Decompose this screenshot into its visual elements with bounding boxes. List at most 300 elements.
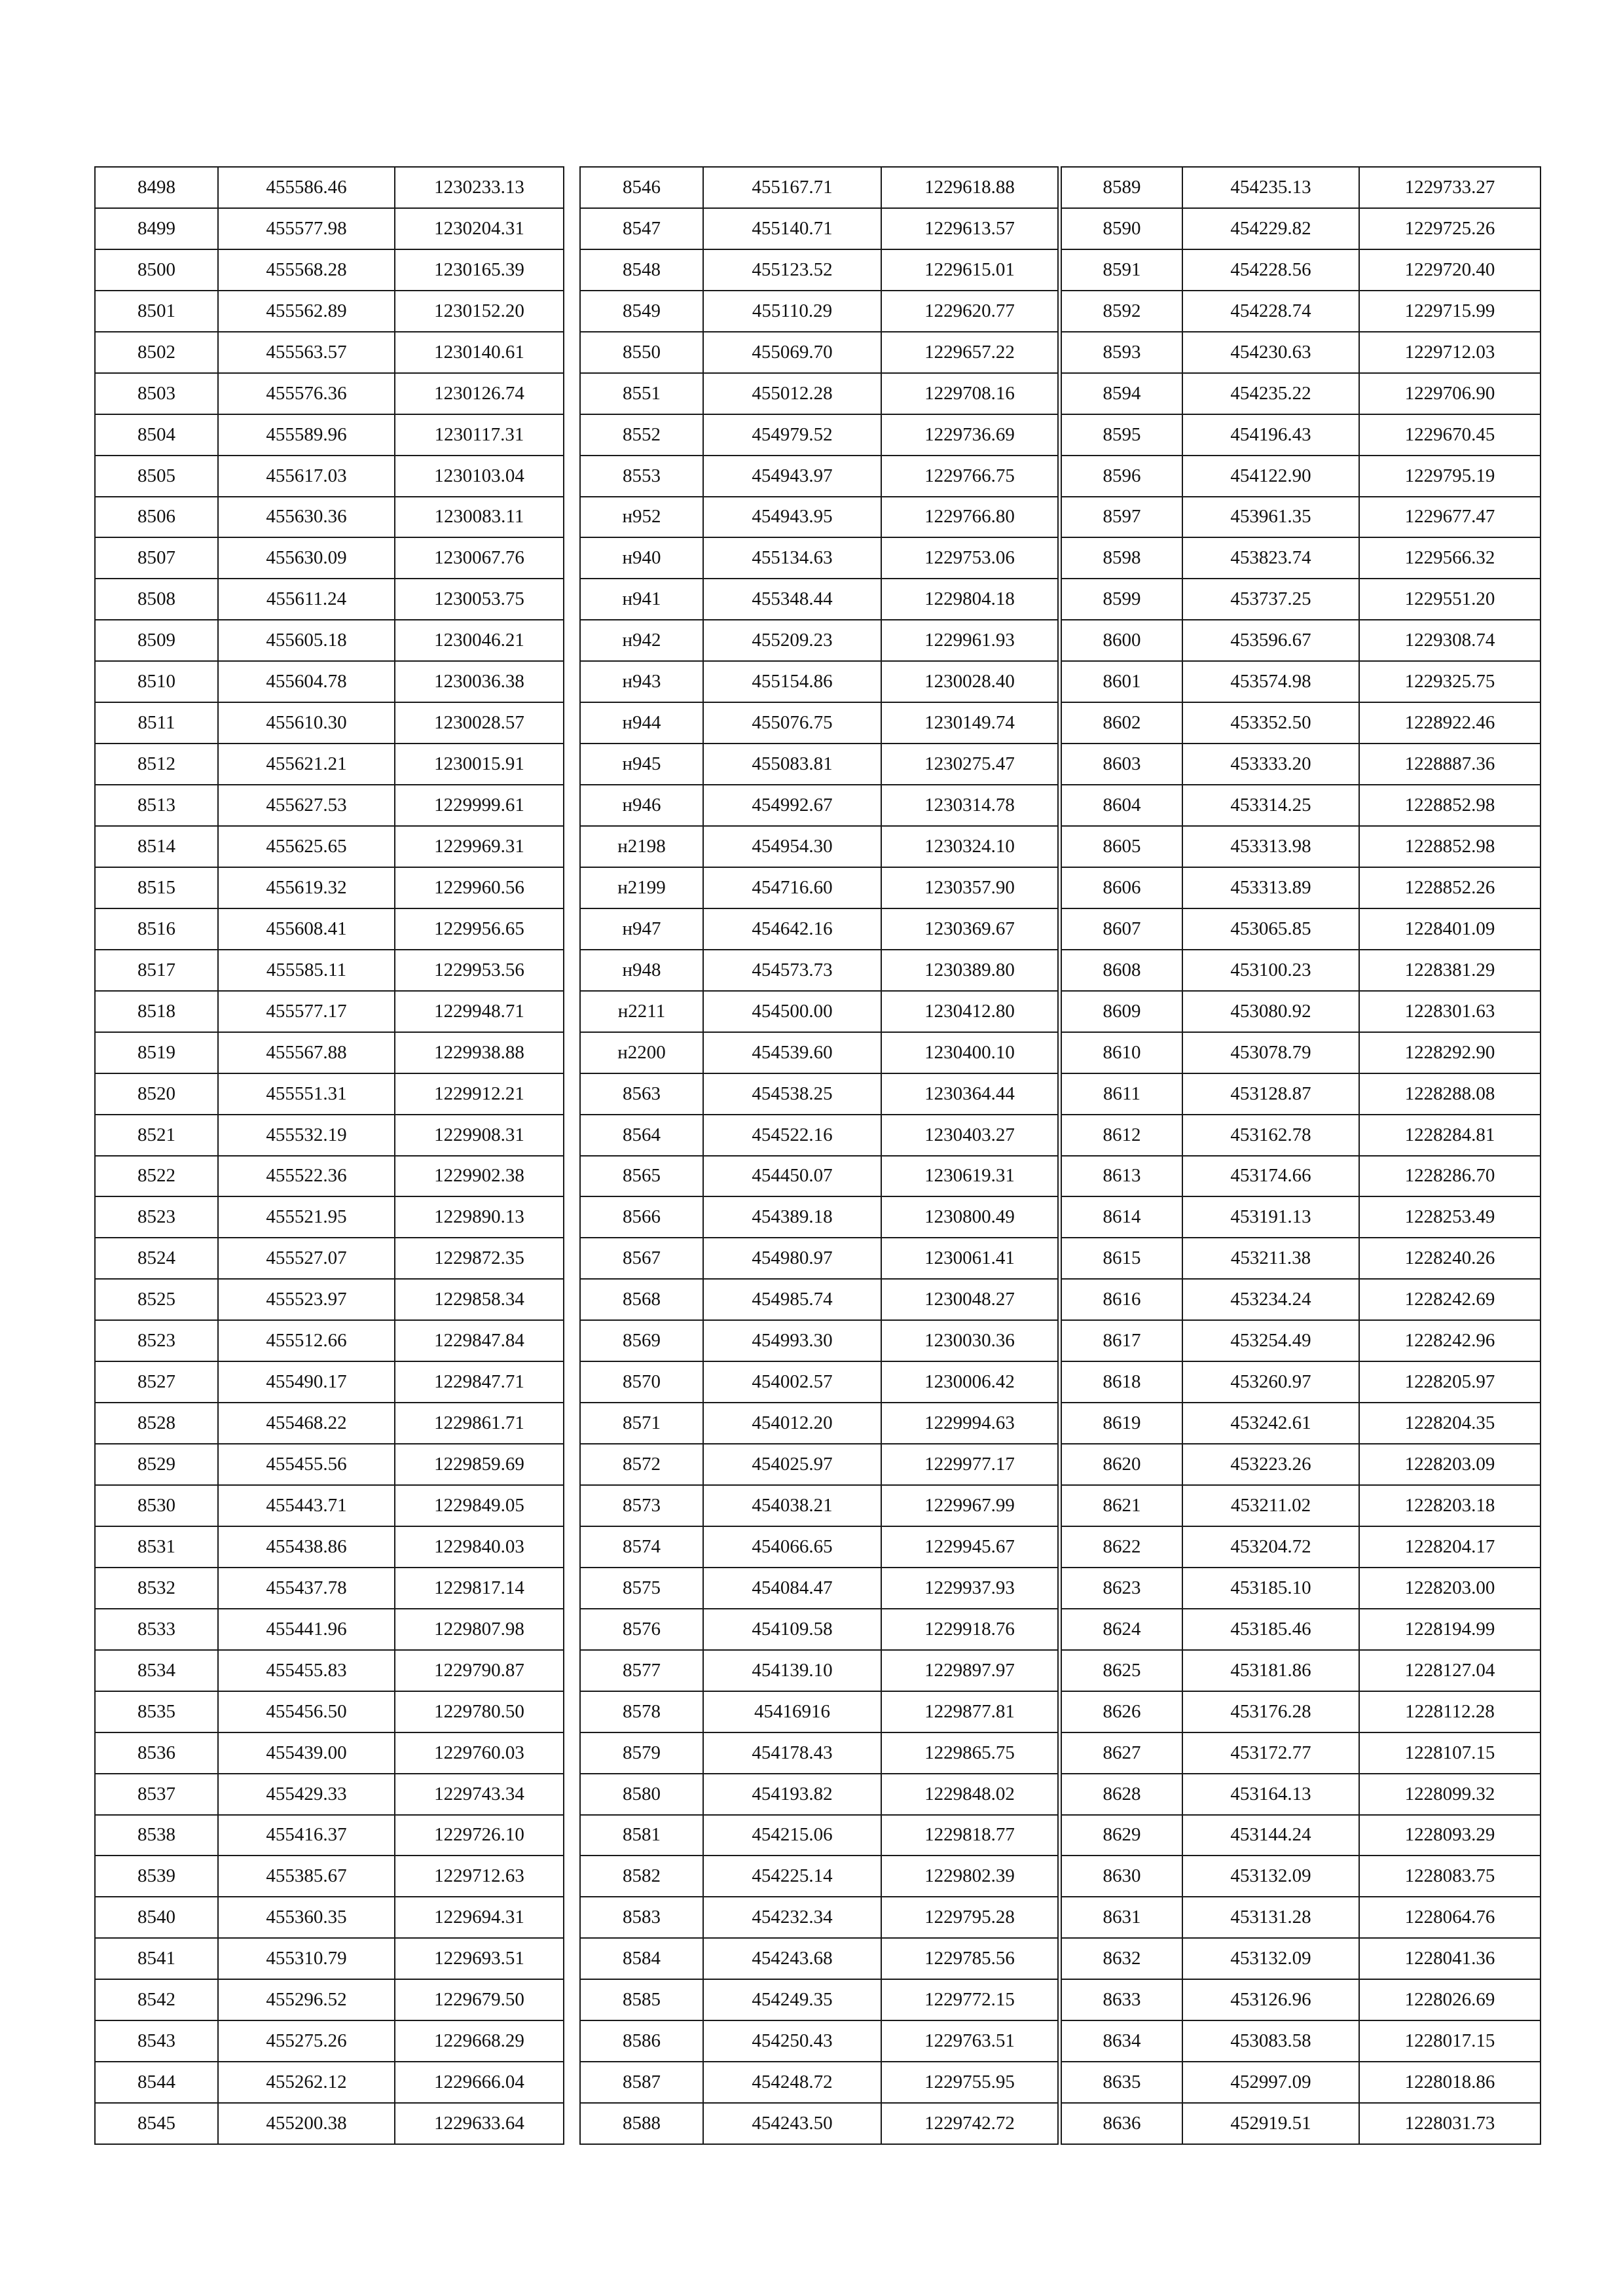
y-coordinate-cell: 1230036.38 — [395, 661, 564, 702]
x-coordinate-cell: 455441.96 — [218, 1609, 395, 1650]
point-id-cell: 8517 — [95, 950, 218, 991]
x-coordinate-cell: 455083.81 — [703, 744, 881, 785]
table-row — [580, 1485, 1058, 1526]
x-coordinate-cell: 453131.28 — [1182, 1897, 1359, 1938]
y-coordinate-cell: 1229948.71 — [395, 991, 564, 1032]
table-row — [580, 1609, 1058, 1650]
point-id-cell: н945 — [580, 744, 703, 785]
point-id-cell: 8502 — [95, 332, 218, 373]
table-row — [580, 744, 1058, 785]
point-id-cell: 8568 — [580, 1279, 703, 1320]
y-coordinate-cell: 1229956.65 — [395, 908, 564, 950]
x-coordinate-cell: 454716.60 — [703, 867, 881, 908]
point-id-cell: н2198 — [580, 826, 703, 867]
point-id-cell: 8606 — [1061, 867, 1182, 908]
y-coordinate-cell: 1229847.84 — [395, 1320, 564, 1361]
point-id-cell: 8531 — [95, 1526, 218, 1568]
table-row — [95, 785, 564, 826]
x-coordinate-cell: 455200.38 — [218, 2103, 395, 2144]
x-coordinate-cell: 455438.86 — [218, 1526, 395, 1568]
x-coordinate-cell: 455512.66 — [218, 1320, 395, 1361]
y-coordinate-cell: 1230800.49 — [881, 1196, 1058, 1238]
table-row — [1061, 208, 1541, 249]
x-coordinate-cell: 455069.70 — [703, 332, 881, 373]
table-row — [95, 1238, 564, 1279]
table-row — [580, 1032, 1058, 1073]
point-id-cell: 8521 — [95, 1115, 218, 1156]
table-row — [95, 2020, 564, 2062]
x-coordinate-cell: 455576.36 — [218, 373, 395, 414]
table-row — [95, 826, 564, 867]
table-row — [1061, 1650, 1541, 1691]
table-row — [580, 1196, 1058, 1238]
table-row — [580, 1444, 1058, 1485]
point-id-cell: 8504 — [95, 414, 218, 456]
point-id-cell: 8589 — [1061, 167, 1182, 208]
y-coordinate-cell: 1230357.90 — [881, 867, 1058, 908]
y-coordinate-cell: 1229908.31 — [395, 1115, 564, 1156]
point-id-cell: 8624 — [1061, 1609, 1182, 1650]
x-coordinate-cell: 455621.21 — [218, 744, 395, 785]
point-id-cell: н944 — [580, 702, 703, 744]
table-row — [95, 1938, 564, 1979]
y-coordinate-cell: 1228018.86 — [1359, 2062, 1541, 2103]
x-coordinate-cell: 453078.79 — [1182, 1032, 1359, 1073]
x-coordinate-cell: 455611.24 — [218, 579, 395, 620]
point-id-cell: 8536 — [95, 1732, 218, 1774]
point-id-cell: н940 — [580, 537, 703, 579]
table-row — [1061, 1979, 1541, 2020]
y-coordinate-cell: 1229720.40 — [1359, 249, 1541, 291]
x-coordinate-cell: 453242.61 — [1182, 1403, 1359, 1444]
y-coordinate-cell: 1229736.69 — [881, 414, 1058, 456]
point-id-cell: 8510 — [95, 661, 218, 702]
y-coordinate-cell: 1230140.61 — [395, 332, 564, 373]
table-row — [580, 537, 1058, 579]
point-id-cell: 8501 — [95, 291, 218, 332]
y-coordinate-cell: 1230067.76 — [395, 537, 564, 579]
table-row — [95, 908, 564, 950]
table-row — [1061, 2062, 1541, 2103]
y-coordinate-cell: 1229742.72 — [881, 2103, 1058, 2144]
table-row — [580, 991, 1058, 1032]
x-coordinate-cell: 454500.00 — [703, 991, 881, 1032]
point-id-cell: 8603 — [1061, 744, 1182, 785]
y-coordinate-cell: 1229708.16 — [881, 373, 1058, 414]
point-id-cell: 8537 — [95, 1774, 218, 1815]
table-row — [95, 456, 564, 497]
point-id-cell: 8635 — [1061, 2062, 1182, 2103]
table-row — [95, 1815, 564, 1856]
point-id-cell: 8534 — [95, 1650, 218, 1691]
point-id-cell: 8524 — [95, 1238, 218, 1279]
table-row — [95, 744, 564, 785]
point-id-cell: 8586 — [580, 2020, 703, 2062]
point-id-cell: 8607 — [1061, 908, 1182, 950]
table-row — [95, 1609, 564, 1650]
y-coordinate-cell: 1228242.69 — [1359, 1279, 1541, 1320]
point-id-cell: 8512 — [95, 744, 218, 785]
table-row — [580, 950, 1058, 991]
table-row — [1061, 744, 1541, 785]
table-row — [1061, 1485, 1541, 1526]
coordinate-table-3 — [1061, 166, 1541, 2145]
table-row — [1061, 1609, 1541, 1650]
table-row — [1061, 414, 1541, 456]
x-coordinate-cell: 453083.58 — [1182, 2020, 1359, 2062]
y-coordinate-cell: 1229790.87 — [395, 1650, 564, 1691]
x-coordinate-cell: 455456.50 — [218, 1691, 395, 1732]
y-coordinate-cell: 1229615.01 — [881, 249, 1058, 291]
table-row — [1061, 867, 1541, 908]
table-row — [580, 620, 1058, 661]
table-body-3 — [1061, 167, 1541, 2144]
x-coordinate-cell: 453737.25 — [1182, 579, 1359, 620]
y-coordinate-cell: 1229945.67 — [881, 1526, 1058, 1568]
x-coordinate-cell: 454985.74 — [703, 1279, 881, 1320]
point-id-cell: 8585 — [580, 1979, 703, 2020]
y-coordinate-cell: 1228127.04 — [1359, 1650, 1541, 1691]
point-id-cell: 8576 — [580, 1609, 703, 1650]
point-id-cell: 8620 — [1061, 1444, 1182, 1485]
y-coordinate-cell: 1229725.26 — [1359, 208, 1541, 249]
x-coordinate-cell: 454943.97 — [703, 456, 881, 497]
table-row — [95, 1897, 564, 1938]
table-row — [580, 1897, 1058, 1938]
point-id-cell: 8627 — [1061, 1732, 1182, 1774]
table-row — [1061, 1774, 1541, 1815]
x-coordinate-cell: 455439.00 — [218, 1732, 395, 1774]
point-id-cell: 8533 — [95, 1609, 218, 1650]
x-coordinate-cell: 454193.82 — [703, 1774, 881, 1815]
y-coordinate-cell: 1229715.99 — [1359, 291, 1541, 332]
y-coordinate-cell: 1229308.74 — [1359, 620, 1541, 661]
y-coordinate-cell: 1230103.04 — [395, 456, 564, 497]
table-row — [1061, 1691, 1541, 1732]
y-coordinate-cell: 1229897.97 — [881, 1650, 1058, 1691]
table-row — [580, 2020, 1058, 2062]
point-id-cell: 8636 — [1061, 2103, 1182, 2144]
x-coordinate-cell: 453204.72 — [1182, 1526, 1359, 1568]
x-coordinate-cell: 455123.52 — [703, 249, 881, 291]
x-coordinate-cell: 453128.87 — [1182, 1073, 1359, 1115]
x-coordinate-cell: 453211.02 — [1182, 1485, 1359, 1526]
point-id-cell: 8588 — [580, 2103, 703, 2144]
y-coordinate-cell: 1229969.31 — [395, 826, 564, 867]
table-row — [1061, 291, 1541, 332]
x-coordinate-cell: 455262.12 — [218, 2062, 395, 2103]
y-coordinate-cell: 1229967.99 — [881, 1485, 1058, 1526]
table-row — [580, 1650, 1058, 1691]
table-row — [580, 1073, 1058, 1115]
x-coordinate-cell: 455468.22 — [218, 1403, 395, 1444]
table-row — [580, 1691, 1058, 1732]
y-coordinate-cell: 1229766.80 — [881, 497, 1058, 538]
table-row — [580, 1320, 1058, 1361]
x-coordinate-cell: 453596.67 — [1182, 620, 1359, 661]
table-row — [95, 1732, 564, 1774]
y-coordinate-cell: 1228240.26 — [1359, 1238, 1541, 1279]
table-row — [1061, 1156, 1541, 1197]
point-id-cell: 8616 — [1061, 1279, 1182, 1320]
point-id-cell: 8547 — [580, 208, 703, 249]
y-coordinate-cell: 1230400.10 — [881, 1032, 1058, 1073]
x-coordinate-cell: 455577.98 — [218, 208, 395, 249]
point-id-cell: 8564 — [580, 1115, 703, 1156]
x-coordinate-cell: 455568.28 — [218, 249, 395, 291]
x-coordinate-cell: 453144.24 — [1182, 1815, 1359, 1856]
point-id-cell: 8528 — [95, 1403, 218, 1444]
x-coordinate-cell: 453185.10 — [1182, 1568, 1359, 1609]
table-row — [1061, 2103, 1541, 2144]
x-coordinate-cell: 454038.21 — [703, 1485, 881, 1526]
y-coordinate-cell: 1228292.90 — [1359, 1032, 1541, 1073]
table-row — [580, 661, 1058, 702]
table-row — [1061, 1897, 1541, 1938]
x-coordinate-cell: 454573.73 — [703, 950, 881, 991]
point-id-cell: 8548 — [580, 249, 703, 291]
point-id-cell: 8540 — [95, 1897, 218, 1938]
x-coordinate-cell: 455360.35 — [218, 1897, 395, 1938]
point-id-cell: 8617 — [1061, 1320, 1182, 1361]
x-coordinate-cell: 453333.20 — [1182, 744, 1359, 785]
y-coordinate-cell: 1229817.14 — [395, 1568, 564, 1609]
point-id-cell: 8532 — [95, 1568, 218, 1609]
point-id-cell: 8600 — [1061, 620, 1182, 661]
point-id-cell: 8614 — [1061, 1196, 1182, 1238]
table-row — [1061, 1938, 1541, 1979]
x-coordinate-cell: 453065.85 — [1182, 908, 1359, 950]
y-coordinate-cell: 1230126.74 — [395, 373, 564, 414]
table-row — [580, 249, 1058, 291]
table-row — [95, 1156, 564, 1197]
x-coordinate-cell: 455562.89 — [218, 291, 395, 332]
point-id-cell: 8628 — [1061, 1774, 1182, 1815]
x-coordinate-cell: 453191.13 — [1182, 1196, 1359, 1238]
point-id-cell: 8509 — [95, 620, 218, 661]
x-coordinate-cell: 454228.74 — [1182, 291, 1359, 332]
point-id-cell: н946 — [580, 785, 703, 826]
x-coordinate-cell: 454012.20 — [703, 1403, 881, 1444]
point-id-cell: 8572 — [580, 1444, 703, 1485]
table-row — [1061, 785, 1541, 826]
table-row — [1061, 620, 1541, 661]
y-coordinate-cell: 1230083.11 — [395, 497, 564, 538]
y-coordinate-cell: 1229743.34 — [395, 1774, 564, 1815]
y-coordinate-cell: 1228107.15 — [1359, 1732, 1541, 1774]
x-coordinate-cell: 453313.98 — [1182, 826, 1359, 867]
point-id-cell: 8523 — [95, 1320, 218, 1361]
y-coordinate-cell: 1228301.63 — [1359, 991, 1541, 1032]
x-coordinate-cell: 454109.58 — [703, 1609, 881, 1650]
x-coordinate-cell: 454389.18 — [703, 1196, 881, 1238]
x-coordinate-cell: 454642.16 — [703, 908, 881, 950]
y-coordinate-cell: 1228203.09 — [1359, 1444, 1541, 1485]
table-row — [1061, 2020, 1541, 2062]
table-row — [95, 1691, 564, 1732]
table-row — [1061, 456, 1541, 497]
y-coordinate-cell: 1230324.10 — [881, 826, 1058, 867]
point-id-cell: 8625 — [1061, 1650, 1182, 1691]
x-coordinate-cell: 452997.09 — [1182, 2062, 1359, 2103]
table-row — [1061, 373, 1541, 414]
y-coordinate-cell: 1229848.02 — [881, 1774, 1058, 1815]
table-row — [1061, 579, 1541, 620]
x-coordinate-cell: 453181.86 — [1182, 1650, 1359, 1691]
table-row — [580, 1115, 1058, 1156]
table-row — [1061, 167, 1541, 208]
table-row — [1061, 908, 1541, 950]
y-coordinate-cell: 1229551.20 — [1359, 579, 1541, 620]
y-coordinate-cell: 1230028.57 — [395, 702, 564, 744]
table-row — [95, 991, 564, 1032]
x-coordinate-cell: 454139.10 — [703, 1650, 881, 1691]
table-row — [1061, 1856, 1541, 1897]
table-row — [1061, 991, 1541, 1032]
x-coordinate-cell: 453174.66 — [1182, 1156, 1359, 1197]
x-coordinate-cell: 455532.19 — [218, 1115, 395, 1156]
y-coordinate-cell: 1230053.75 — [395, 579, 564, 620]
table-row — [1061, 537, 1541, 579]
y-coordinate-cell: 1229872.35 — [395, 1238, 564, 1279]
point-id-cell: 8604 — [1061, 785, 1182, 826]
y-coordinate-cell: 1229938.88 — [395, 1032, 564, 1073]
y-coordinate-cell: 1229795.28 — [881, 1897, 1058, 1938]
x-coordinate-cell: 455630.36 — [218, 497, 395, 538]
table-row — [95, 332, 564, 373]
y-coordinate-cell: 1229666.04 — [395, 2062, 564, 2103]
y-coordinate-cell: 1229865.75 — [881, 1732, 1058, 1774]
y-coordinate-cell: 1228112.28 — [1359, 1691, 1541, 1732]
y-coordinate-cell: 1228852.98 — [1359, 785, 1541, 826]
x-coordinate-cell: 453234.24 — [1182, 1279, 1359, 1320]
y-coordinate-cell: 1229861.71 — [395, 1403, 564, 1444]
y-coordinate-cell: 1229693.51 — [395, 1938, 564, 1979]
x-coordinate-cell: 455209.23 — [703, 620, 881, 661]
x-coordinate-cell: 455610.30 — [218, 702, 395, 744]
point-id-cell: 8506 — [95, 497, 218, 538]
point-id-cell: н2199 — [580, 867, 703, 908]
table-row — [95, 1073, 564, 1115]
x-coordinate-cell: 454450.07 — [703, 1156, 881, 1197]
table-body-2 — [580, 167, 1058, 2144]
table-row — [580, 867, 1058, 908]
x-coordinate-cell: 454249.35 — [703, 1979, 881, 2020]
y-coordinate-cell: 1228026.69 — [1359, 1979, 1541, 2020]
y-coordinate-cell: 1230046.21 — [395, 620, 564, 661]
x-coordinate-cell: 454943.95 — [703, 497, 881, 538]
table-row — [1061, 1361, 1541, 1403]
point-id-cell: 8503 — [95, 373, 218, 414]
table-row — [95, 167, 564, 208]
point-id-cell: 8594 — [1061, 373, 1182, 414]
x-coordinate-cell: 455140.71 — [703, 208, 881, 249]
point-id-cell: 8577 — [580, 1650, 703, 1691]
point-id-cell: 8516 — [95, 908, 218, 950]
y-coordinate-cell: 1230275.47 — [881, 744, 1058, 785]
point-id-cell: 8595 — [1061, 414, 1182, 456]
table-row — [1061, 249, 1541, 291]
table-row — [95, 661, 564, 702]
table-row — [95, 208, 564, 249]
point-id-cell: 8551 — [580, 373, 703, 414]
table-row — [580, 702, 1058, 744]
point-id-cell: 8505 — [95, 456, 218, 497]
x-coordinate-cell: 454084.47 — [703, 1568, 881, 1609]
table-row — [580, 373, 1058, 414]
table-row — [1061, 1032, 1541, 1073]
y-coordinate-cell: 1229902.38 — [395, 1156, 564, 1197]
point-id-cell: 8530 — [95, 1485, 218, 1526]
table-row — [95, 1774, 564, 1815]
x-coordinate-cell: 453823.74 — [1182, 537, 1359, 579]
y-coordinate-cell: 1228253.49 — [1359, 1196, 1541, 1238]
x-coordinate-cell: 454025.97 — [703, 1444, 881, 1485]
point-id-cell: н952 — [580, 497, 703, 538]
y-coordinate-cell: 1230061.41 — [881, 1238, 1058, 1279]
point-id-cell: 8520 — [95, 1073, 218, 1115]
x-coordinate-cell: 454215.06 — [703, 1815, 881, 1856]
x-coordinate-cell: 455605.18 — [218, 620, 395, 661]
x-coordinate-cell: 455627.53 — [218, 785, 395, 826]
point-id-cell: 8631 — [1061, 1897, 1182, 1938]
y-coordinate-cell: 1228204.35 — [1359, 1403, 1541, 1444]
x-coordinate-cell: 454980.97 — [703, 1238, 881, 1279]
x-coordinate-cell: 454066.65 — [703, 1526, 881, 1568]
point-id-cell: 8623 — [1061, 1568, 1182, 1609]
table-row — [1061, 1568, 1541, 1609]
y-coordinate-cell: 1229994.63 — [881, 1403, 1058, 1444]
point-id-cell: 8549 — [580, 291, 703, 332]
y-coordinate-cell: 1229847.71 — [395, 1361, 564, 1403]
x-coordinate-cell: 454954.30 — [703, 826, 881, 867]
y-coordinate-cell: 1229657.22 — [881, 332, 1058, 373]
point-id-cell: н2200 — [580, 1032, 703, 1073]
point-id-cell: 8580 — [580, 1774, 703, 1815]
coordinate-table-1 — [94, 166, 564, 2145]
point-id-cell: 8529 — [95, 1444, 218, 1485]
x-coordinate-cell: 454248.72 — [703, 2062, 881, 2103]
x-coordinate-cell: 455567.88 — [218, 1032, 395, 1073]
point-id-cell: 8593 — [1061, 332, 1182, 373]
point-id-cell: 8511 — [95, 702, 218, 744]
x-coordinate-cell: 455310.79 — [218, 1938, 395, 1979]
y-coordinate-cell: 1229953.56 — [395, 950, 564, 991]
y-coordinate-cell: 1230048.27 — [881, 1279, 1058, 1320]
point-id-cell: 8570 — [580, 1361, 703, 1403]
table-row — [95, 537, 564, 579]
x-coordinate-cell: 455563.57 — [218, 332, 395, 373]
y-coordinate-cell: 1228064.76 — [1359, 1897, 1541, 1938]
point-id-cell: 8519 — [95, 1032, 218, 1073]
y-coordinate-cell: 1229566.32 — [1359, 537, 1541, 579]
y-coordinate-cell: 1228205.97 — [1359, 1361, 1541, 1403]
y-coordinate-cell: 1229859.69 — [395, 1444, 564, 1485]
point-id-cell: 8563 — [580, 1073, 703, 1115]
point-id-cell: 8592 — [1061, 291, 1182, 332]
point-id-cell: 8583 — [580, 1897, 703, 1938]
table-row — [95, 867, 564, 908]
table-row — [1061, 1403, 1541, 1444]
point-id-cell: 8508 — [95, 579, 218, 620]
y-coordinate-cell: 1230412.80 — [881, 991, 1058, 1032]
y-coordinate-cell: 1229668.29 — [395, 2020, 564, 2062]
y-coordinate-cell: 1228284.81 — [1359, 1115, 1541, 1156]
y-coordinate-cell: 1230233.13 — [395, 167, 564, 208]
table-row — [580, 579, 1058, 620]
point-id-cell: 8542 — [95, 1979, 218, 2020]
y-coordinate-cell: 1229802.39 — [881, 1856, 1058, 1897]
